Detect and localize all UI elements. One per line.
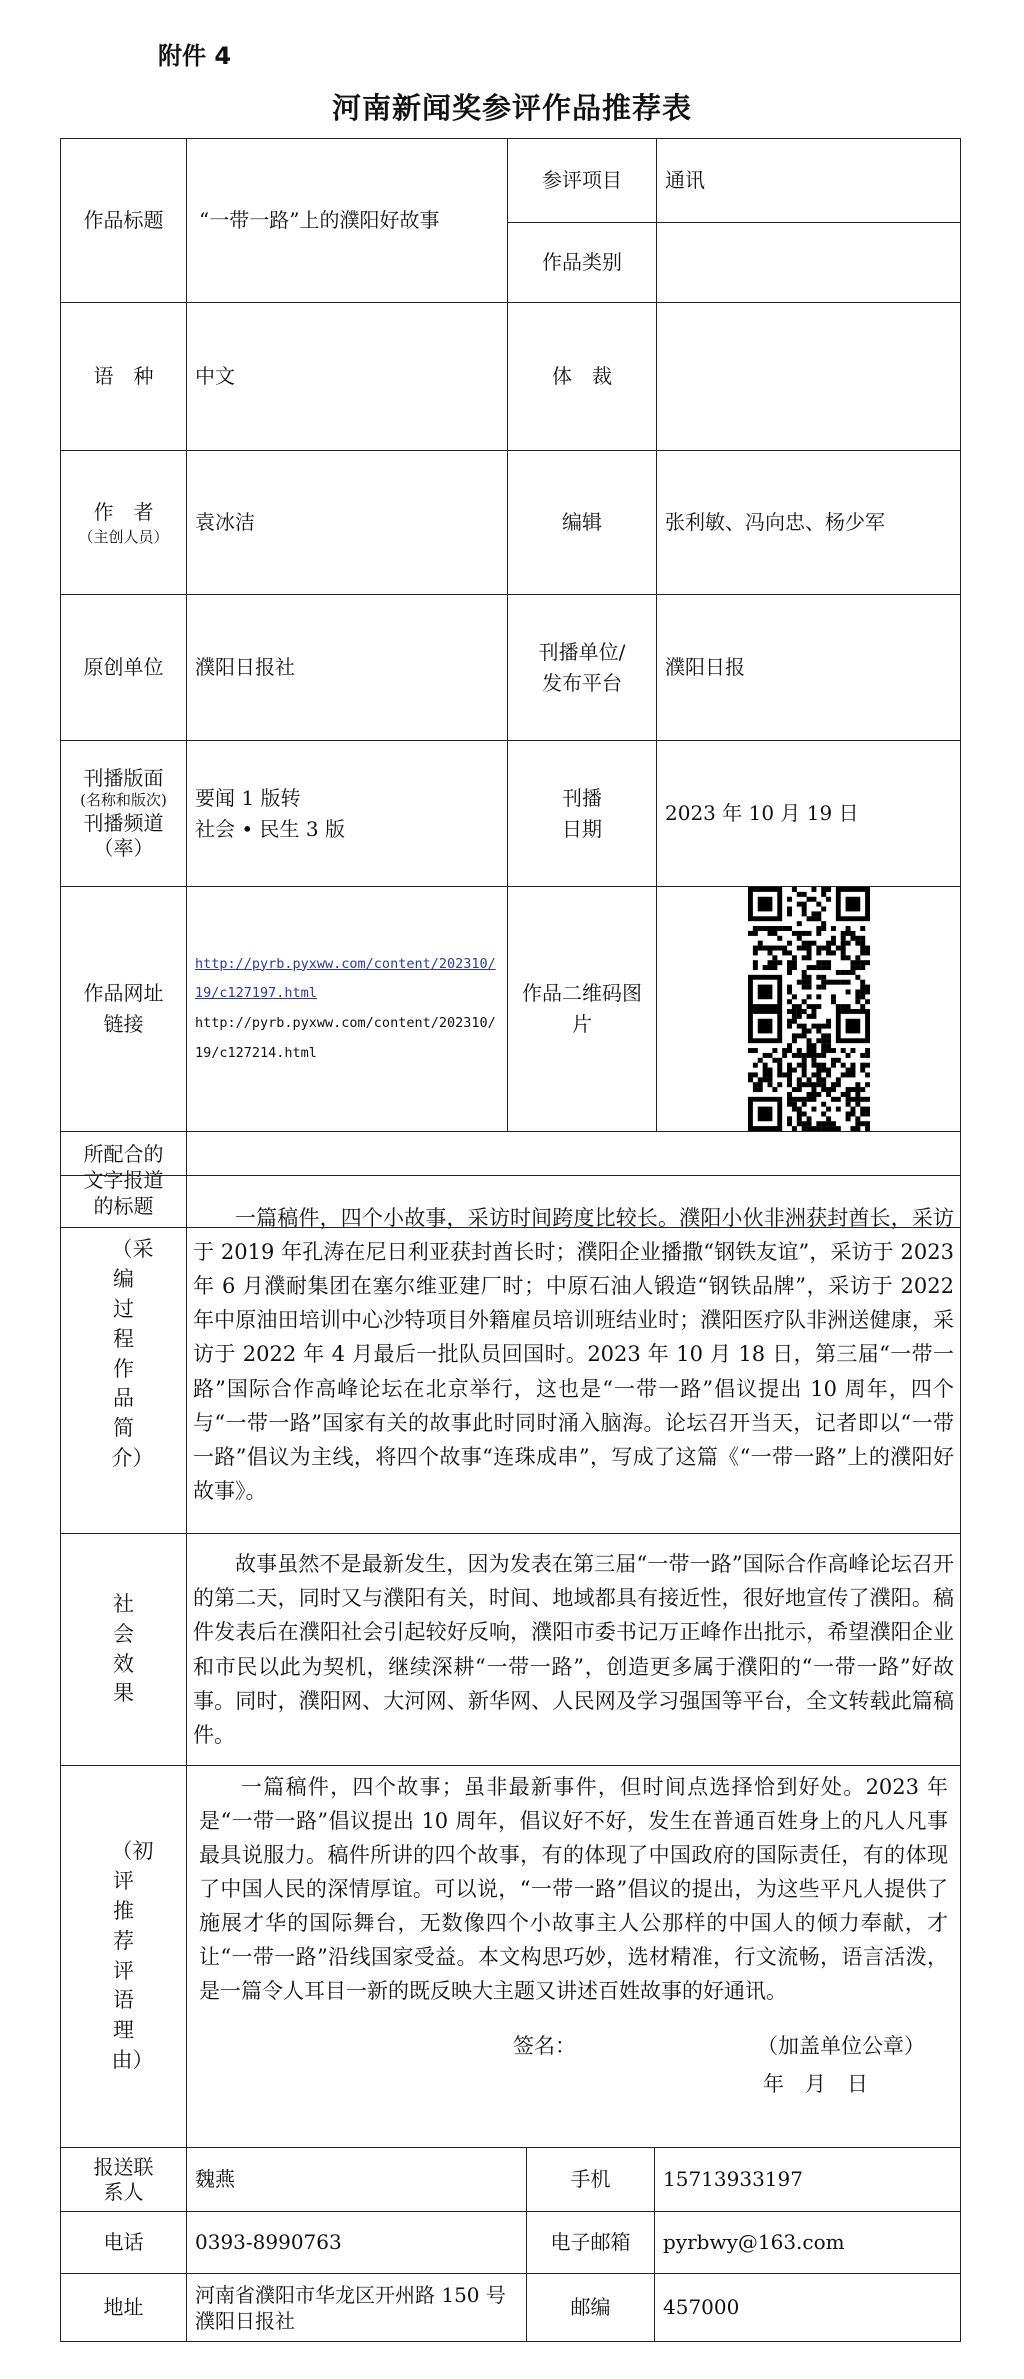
editor-label: 编辑 [508,451,657,595]
contact-value: 魏燕 [187,2148,527,2212]
qr-cell [657,887,961,1132]
url-link-1[interactable]: http://pyrb.pyxww.com/content/202310/19/c127197.html [195,955,496,1002]
contact-label: 报送联系人 [61,2148,187,2212]
details-table [60,1175,961,2148]
mobile-label: 手机 [527,2148,655,2212]
category-value: 通讯 [657,139,961,223]
review-text: 一篇稿件，四个故事；虽非最新事件，但时间点选择恰到好处。2023 年是“一带一路”倡议提出 10 周年，倡议好不好，发生在普通百姓身上的凡人凡事最具说服力。稿件所讲的四个故事，有的体现了中国政府的国际责任，有的体现了中国人民的深情厚谊。可以说，“一带一路”倡议的提出，为这些平凡人提供了施展才华的国际舞台，无数像四个小故事主人公那样的中国人的倾力奉献，才让“一带一路”沿线国家受益。本文构思巧妙，选材精准，行文流畅，语言活泼，是一篇令人耳目一新的既反映大主题又讲述百姓故事的好通讯。 [199,1775,948,2004]
qr-label: 作品二维码图片 [508,887,657,1132]
basic-info-table [60,138,961,1228]
url-text-2: http://pyrb.pyxww.com/content/202310/19/c127214.html [195,1015,496,1061]
edition-label-1: 刊播版面 [83,766,164,791]
origin-value: 濮阳日报社 [187,595,508,741]
date-label: 刊播日期 [508,741,657,887]
annex-label: 附件 4 [158,42,232,70]
edition-label-3: 刊播频道 [83,810,164,835]
intro-text: 一篇稿件，四个小故事，采访时间跨度比较长。濮阳小伙非洲获封酋长，采访于 2019 年孔涛在尼日利亚获封酋长时；濮阳企业播撒“钢铁友谊”，采访于 2023 年 6 月濮耐集团在塞尔维亚建厂时；中原石油人锻造“钢铁品牌”，采访于 2022 年中原油田培训中心沙特项目外籍雇员培训班结业时；濮阳医疗队非洲送健康，采访于 2022 年 4 月最后一批队员回国时。2023 年 10 月 18 日，第三届“一带一路”国际合作高峰论坛在北京举行，这也是“一带一路”倡议提出 10 周年，四个与“一带一路”国家有关的故事此时同时涌入脑海。论坛召开当天，记者即以“一带一路”倡议为主线，将四个故事“连珠成串”，写成了这篇《“一带一路”上的濮阳好故事》。 [187,1176,961,1534]
seal-label: （加盖单位公章） [757,2034,925,2059]
editor-value: 张利敏、冯向忠、杨少军 [657,451,961,595]
qr-code-2-icon [748,1009,870,1131]
effect-text: 故事虽然不是最新发生，因为发表在第三届“一带一路”国际合作高峰论坛召开的第二天，同时又与濮阳有关，时间、地域都具有接近性，很好地宣传了濮阳。稿件发表后在濮阳社会引起较好反响，濮阳市委书记万正峰作出批示，希望濮阳企业和市民以此为契机，继续深耕“一带一路”，创造更多属于濮阳的“一带一路”好故事。同时，濮阳网、大河网、新华网、人民网及学习强国等平台，全文转载此篇稿件。 [187,1534,961,1766]
intro-label: （采编过程作品简介） [111,1237,154,1470]
review-label-cell [61,1766,187,2148]
publisher-label: 刊播单位/发布平台 [508,595,657,741]
publisher-value: 濮阳日报 [657,595,961,741]
address-value: 河南省濮阳市华龙区开州路 150 号濮阳日报社 [187,2274,527,2342]
category-label: 参评项目 [508,139,657,223]
signature-area [187,2008,960,2128]
sign-label: 签名： [513,2034,576,2059]
author-label-cell [61,451,187,595]
edition-line-2: 社会 • 民生 3 版 [195,816,345,841]
qr-code-1-icon [748,887,870,1009]
email-value: pyrbwy@163.com [655,2212,961,2274]
postcode-label: 邮编 [527,2274,655,2342]
address-label: 地址 [61,2274,187,2342]
work-type-value [657,223,961,303]
edition-label-4: （率） [93,835,154,860]
author-label: 作 者 [93,500,154,525]
review-cell [187,1766,961,2148]
work-type-label: 作品类别 [508,223,657,303]
edition-value-cell [187,741,508,887]
language-label: 语 种 [61,303,187,451]
origin-label: 原创单位 [61,595,187,741]
url-cell [187,887,508,1132]
edition-label-cell [61,741,187,887]
author-sub-label: （主创人员） [78,528,169,547]
effect-label-cell [61,1534,187,1766]
sign-date-label: 年 月 日 [763,2072,868,2097]
work-title-value: “一带一路”上的濮阳好故事 [187,139,508,303]
postcode-value: 457000 [655,2274,961,2342]
mobile-value: 15713933197 [655,2148,961,2212]
url-label: 作品网址链接 [61,887,187,1132]
edition-line-1: 要闻 1 版转 [195,785,301,810]
phone-value: 0393-8990763 [187,2212,527,2274]
language-value: 中文 [187,303,508,451]
intro-label-cell [61,1176,187,1534]
work-title-label: 作品标题 [61,139,187,303]
effect-label: 社会效果 [113,1591,134,1706]
edition-label-2: (名称和版次) [80,791,167,810]
review-label: （初评推荐评语理由） [111,1839,154,2072]
author-value: 袁冰洁 [187,451,508,595]
genre-value [657,303,961,451]
phone-label: 电话 [61,2212,187,2274]
contact-table [60,2147,961,2342]
page-title: 河南新闻奖参评作品推荐表 [331,91,692,125]
genre-label: 体 裁 [508,303,657,451]
related-label: 所配合的文字报道的标题 [61,1132,187,1228]
date-value: 2023 年 10 月 19 日 [657,741,961,887]
email-label: 电子邮箱 [527,2212,655,2274]
